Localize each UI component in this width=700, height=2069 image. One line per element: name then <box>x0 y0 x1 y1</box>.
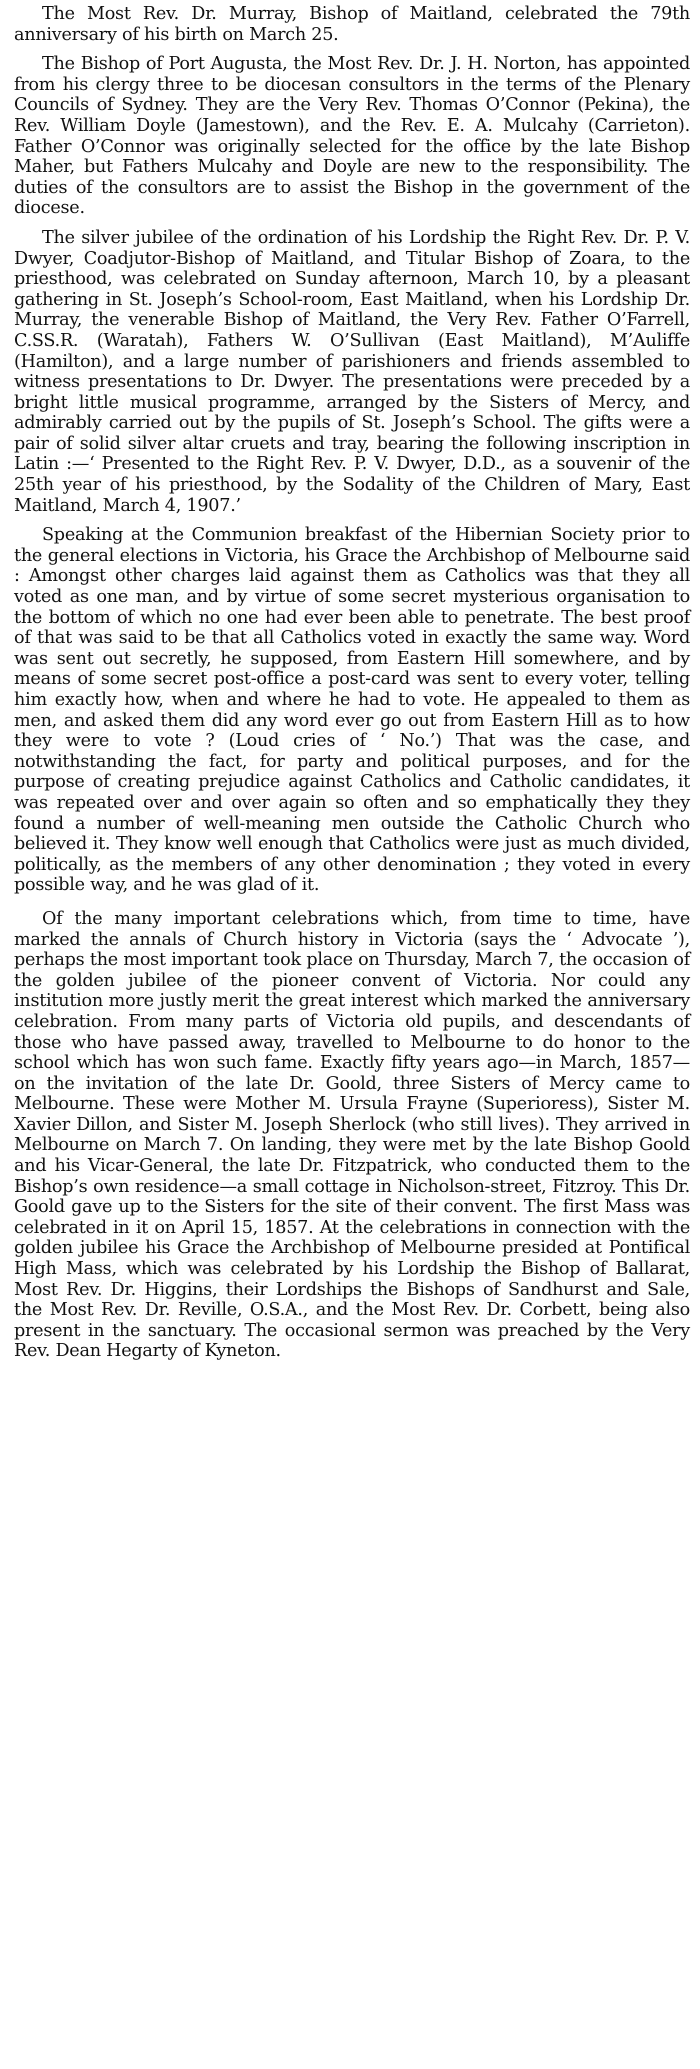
paragraph-port-augusta-consultors: The Bishop of Port Augusta, the Most Rev. Dr. J. H. Norton, has appointed from his clergy three to be diocesan consultors in the terms of the Plenary Councils of Sydney. They are the Very Rev. Thomas O’Connor (Pekina), the Rev. William Doyle (Jamestown), and the Rev. E. A. Mulcahy (Carrieton). Father O’Connor was originally selected for the office by the late Bishop Maher, but Fathers Mulcahy and Doyle are new to the responsibility. The duties of the consultors are to assist the Bishop in the government of the diocese. <box>14 54 690 219</box>
paragraph-bishop-murray-birthday: The Most Rev. Dr. Murray, Bishop of Maitland, celebrated the 79th anniversary of his birth on March 25. <box>14 4 690 45</box>
paragraph-dwyer-silver-jubilee: The silver jubilee of the ordination of his Lordship the Right Rev. Dr. P. V. Dwyer, Coadjutor-Bishop of Maitland, and Titular Bishop of Zoara, to the priesthood, was celebrated on Sunday afternoon, March 10, by a pleasant gathering in St. Joseph’s School-room, East Maitland, when his Lordship Dr. Murray, the venerable Bishop of Maitland, the Very Rev. Father O’Farrell, C.SS.R. (Waratah), Fathers W. O’Sullivan (East Maitland), M’Auliffe (Hamilton), and a large number of parishioners and friends assembled to witness presentations to Dr. Dwyer. The presentations were preceded by a bright little musical programme, arranged by the Sisters of Mercy, and admirably carried out by the pupils of St. Joseph’s School. The gifts were a pair of solid silver altar cruets and tray, bearing the following inscription in Latin :—‘ Presented to the Right Rev. P. V. Dwyer, D.D., as a souvenir of the 25th year of his priesthood, by the Sodality of the Children of Mary, East Maitland, March 4, 1907.’ <box>14 227 690 516</box>
paragraph-convent-golden-jubilee: Of the many important celebrations which, from time to time, have marked the annals of Church history in Victoria (says the ‘ Advocate ’), perhaps the most important took place on Thursday, March 7, the occasion of the golden jubilee of the pioneer convent of Victoria. Nor could any institution more justly merit the great interest which marked the anniversary celebration. From many parts of Victoria old pupils, and descendants of those who have passed away, travelled to Melbourne to do honor to the school which has won such fame. Exactly fifty years ago—in March, 1857—on the invitation of the late Dr. Goold, three Sisters of Mercy came to Melbourne. These were Mother M. Ursula Frayne (Superioress), Sister M. Xavier Dillon, and Sister M. Joseph Sherlock (who still lives). They arrived in Melbourne on March 7. On landing, they were met by the late Bishop Goold and his Vicar-General, the late Dr. Fitzpatrick, who conducted them to the Bishop’s own residence—a small cottage in Nicholson-street, Fitzroy. This Dr. Goold gave up to the Sisters for the site of their convent. The first Mass was celebrated in it on April 15, 1857. At the celebrations in connection with the golden jubilee his Grace the Archbishop of Melbourne presided at Pontifical High Mass, which was celebrated by his Lordship the Bishop of Ballarat, Most Rev. Dr. Higgins, their Lordships the Bishops of Sandhurst and Sale, the Most Rev. Dr. Reville, O.S.A., and the Most Rev. Dr. Corbett, being also present in the sanctuary. The occasional sermon was preached by the Very Rev. Dean Hegarty of Kyneton. <box>14 908 690 1362</box>
paragraph-archbishop-melbourne-speech: Speaking at the Communion breakfast of the Hibernian Society prior to the general elections in Victoria, his Grace the Archbishop of Melbourne said : Amongst other charges laid against them as Catholics was that they all voted as one man, and by virtue of some secret mysterious organisation to the bottom of which no one had ever been able to penetrate. The best proof of that was said to be that all Catholics voted in exactly the same way. Word was sent out secretly, he supposed, from Eastern Hill somewhere, and by means of some secret post-office a post-card was sent to every voter, telling him exactly how, when and where he had to vote. He appealed to them as men, and asked them did any word ever go out from Eastern Hill as to how they were to vote ? (Loud cries of ‘ No.’) That was the case, and notwithstanding the fact, for party and political purposes, and for the purpose of creating prejudice against Catholics and Catholic candidates, it was repeated over and over again so often and so emphatically they they found a number of well-meaning men outside the Catholic Church who believed it. They know well enough that Catholics were just as much divided, politically, as the members of any other denomination ; they voted in every possible way, and he was glad of it. <box>14 525 690 896</box>
